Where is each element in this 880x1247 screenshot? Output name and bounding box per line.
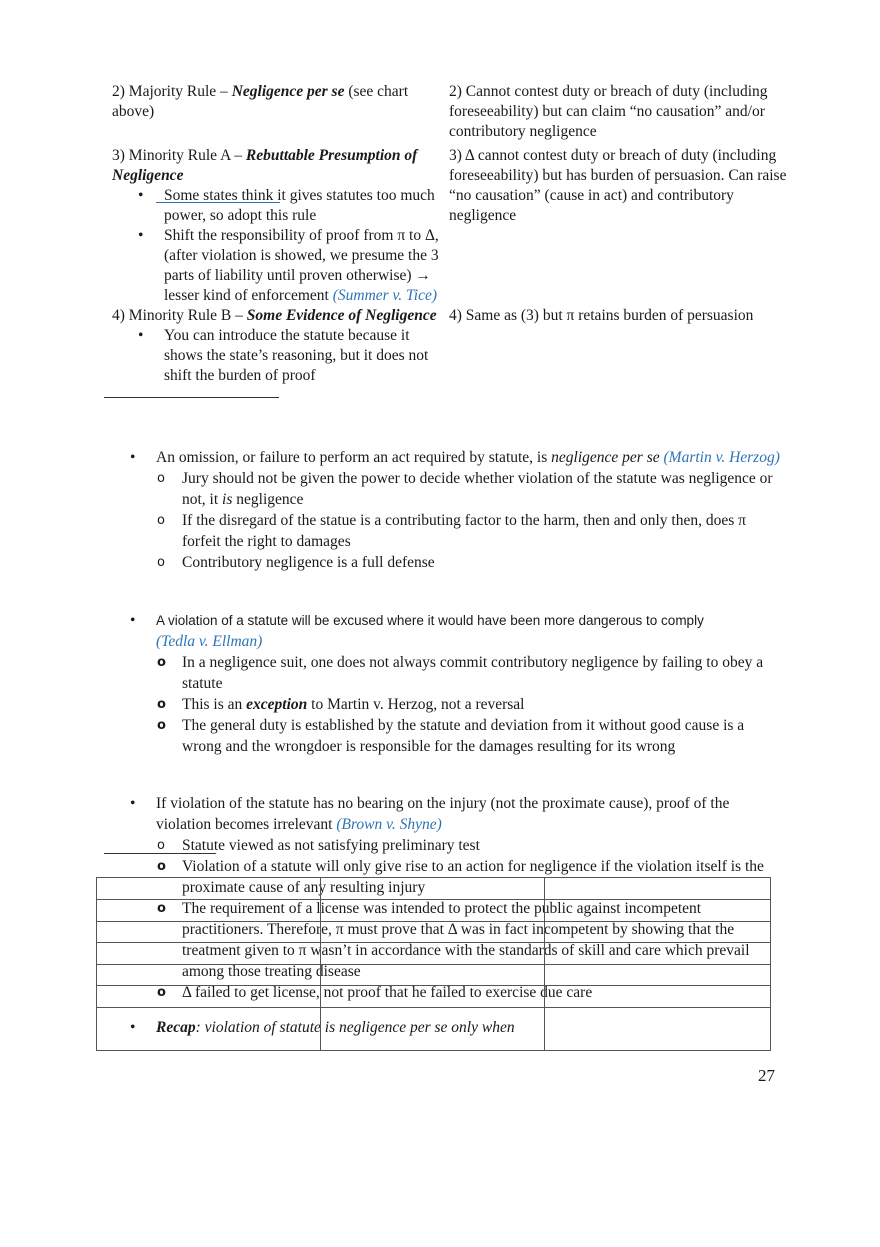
bullet-martin <box>130 447 780 573</box>
case-citation: (Brown v. Shyne) <box>336 816 442 833</box>
list-item: o The requirement of a license was intended to protect the public against incompetent practitioners. Therefore, π must prove that Δ was in fact incompetent by showing that the treatment given to π wasn’t in accordance with the standards of skill and care which prevail among those treating disease <box>157 900 750 980</box>
strike-mark <box>104 853 216 854</box>
minority-rule-b-heading: 4) Minority Rule B – Some Evidence of Negligence <box>112 307 437 324</box>
case-citation: (Tedla v. Ellman) <box>156 633 263 650</box>
list-item: o Violation of a statute will only give rise to an action for negligence if the violation itself is the proximate cause of any resulting injury <box>157 858 764 896</box>
list-item: • Shift the responsibility of proof from π to Δ, (after violation is showed, we presume the 3 parts of liability until proven otherwise) → lesser kind of enforcement (Summer v. Tice) <box>138 227 439 304</box>
table-cell-right <box>449 146 788 306</box>
minority-rule-b-effect: 4) Same as (3) but π retains burden of persuasion <box>449 307 754 324</box>
rules-table <box>112 82 788 386</box>
grid-line <box>97 964 770 965</box>
list-item: o Contributory negligence is a full defense <box>157 554 435 571</box>
minority-rule-a-heading: 3) Minority Rule A – Rebuttable Presumption of Negligence <box>112 147 418 184</box>
table-cell-left <box>112 306 449 386</box>
list-item: • An omission, or failure to perform an act required by statute, is negligence per se (Martin v. Herzog) <box>130 449 780 466</box>
table-row <box>112 82 788 142</box>
table-cell-right <box>449 82 788 142</box>
page-number: 27 <box>758 1066 775 1085</box>
table-row <box>112 146 788 306</box>
grid-line <box>97 985 770 986</box>
grid-line <box>320 878 321 1050</box>
table-cell-left <box>112 82 449 142</box>
case-citation: (Martin v. Herzog) <box>659 449 780 466</box>
grid-line <box>97 899 770 900</box>
strike-mark <box>104 397 279 398</box>
bullet-tedla <box>130 610 780 757</box>
grid-line <box>544 878 545 1050</box>
list-item: o Statute viewed as not satisfying preliminary test <box>157 837 480 854</box>
list-item: • Recap: violation of statute is negligence per se only when <box>130 1019 515 1036</box>
list-item: • Some states think it gives statutes too much power, so adopt this rule <box>138 187 435 224</box>
table-cell-left <box>112 146 449 306</box>
list-item: • You can introduce the statute because it shows the state’s reasoning, but it does not shift the burden of proof <box>138 327 429 384</box>
majority-rule-heading: 2) Majority Rule – Negligence per se (see chart above) <box>112 83 409 120</box>
case-citation: (Summer v. Tice) <box>332 287 438 304</box>
grid-line <box>97 942 770 943</box>
grid-line <box>97 921 770 922</box>
table-cell-right <box>449 306 788 386</box>
list-item: o In a negligence suit, one does not always commit contributory negligence by failing to obey a statute <box>157 654 764 692</box>
list-item: • If violation of the statute has no bearing on the injury (not the proximate cause), proof of the violation becomes irrelevant (Brown v. Shyne) <box>130 795 730 833</box>
list-item: o This is an exception to Martin v. Herzog, not a reversal <box>157 696 525 713</box>
grid-line <box>97 1007 770 1008</box>
list-item: • A violation of a statute will be excused where it would have been more dangerous to comply (Tedla v. Ellman) <box>130 612 704 650</box>
table-row <box>112 306 788 386</box>
majority-rule-effect: 2) Cannot contest duty or breach of duty (including foreseeability) but can claim “no causation” and/or contributory negligence <box>449 83 768 140</box>
list-item: o The general duty is established by the statute and deviation from it without good cause is a wrong and the wrongdoer is responsible for the damages resulting for its wrong <box>157 717 745 755</box>
underline-mark <box>156 202 280 203</box>
list-item: o Δ failed to get license, not proof that he failed to exercise due care <box>157 984 593 1001</box>
list-item: o If the disregard of the statue is a contributing factor to the harm, then and only then, does π forfeit the right to damages <box>157 512 746 550</box>
minority-rule-a-effect: 3) Δ cannot contest duty or breach of duty (including foreseeability) but has burden of persuasion. Can raise “no causation” (cause in act) and contributory negligence <box>449 147 787 224</box>
overlay-grid <box>96 877 771 1051</box>
list-item: o Jury should not be given the power to decide whether violation of the statute was negligence or not, it is negligence <box>157 470 773 508</box>
